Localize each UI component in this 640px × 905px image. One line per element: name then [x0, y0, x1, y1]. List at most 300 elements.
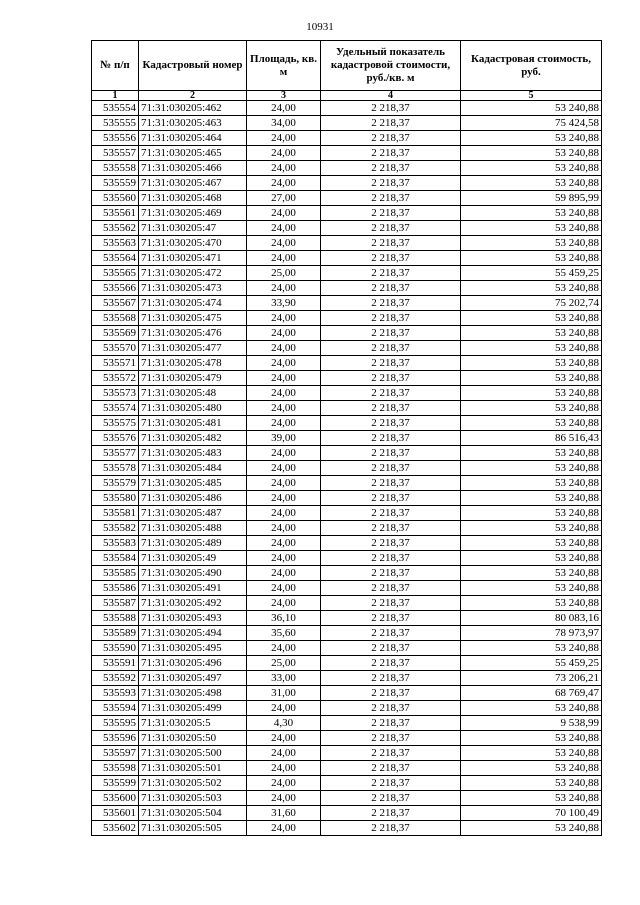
cell-cadastral-value: 53 240,88: [461, 251, 602, 266]
cell-specific-value: 2 218,37: [321, 491, 461, 506]
table-row: [92, 251, 602, 266]
table-row: [92, 386, 602, 401]
cell-cadastral-number: 71:31:030205:476: [139, 326, 247, 341]
cell-cadastral-number: 71:31:030205:490: [139, 566, 247, 581]
cell-cadastral-number: 71:31:030205:491: [139, 581, 247, 596]
cell-row-number: 535594: [92, 701, 139, 716]
cell-row-number: 535570: [92, 341, 139, 356]
cell-row-number: 535582: [92, 521, 139, 536]
cell-specific-value: 2 218,37: [321, 356, 461, 371]
table-row: [92, 821, 602, 836]
cell-specific-value: 2 218,37: [321, 101, 461, 116]
cell-row-number: 535560: [92, 191, 139, 206]
cell-cadastral-value: 53 240,88: [461, 761, 602, 776]
cell-row-number: 535562: [92, 221, 139, 236]
cell-cadastral-number: 71:31:030205:465: [139, 146, 247, 161]
cell-cadastral-value: 55 459,25: [461, 656, 602, 671]
table-header: [92, 41, 602, 101]
cell-specific-value: 2 218,37: [321, 611, 461, 626]
cell-row-number: 535598: [92, 761, 139, 776]
cell-specific-value: 2 218,37: [321, 311, 461, 326]
cell-area: 24,00: [247, 176, 321, 191]
cell-specific-value: 2 218,37: [321, 551, 461, 566]
cell-cadastral-number: 71:31:030205:462: [139, 101, 247, 116]
table-row: [92, 401, 602, 416]
cell-area: 24,00: [247, 101, 321, 116]
table-row: [92, 806, 602, 821]
table-row: [92, 101, 602, 116]
table-row: [92, 521, 602, 536]
cell-cadastral-number: 71:31:030205:471: [139, 251, 247, 266]
table-row: [92, 686, 602, 701]
cell-row-number: 535565: [92, 266, 139, 281]
cell-cadastral-number: 71:31:030205:50: [139, 731, 247, 746]
cell-cadastral-number: 71:31:030205:484: [139, 461, 247, 476]
table-row: [92, 431, 602, 446]
table-row: [92, 656, 602, 671]
cell-specific-value: 2 218,37: [321, 746, 461, 761]
cell-cadastral-value: 53 240,88: [461, 206, 602, 221]
table-row: [92, 791, 602, 806]
cell-area: 25,00: [247, 266, 321, 281]
cell-cadastral-value: 53 240,88: [461, 821, 602, 836]
cell-specific-value: 2 218,37: [321, 671, 461, 686]
cell-area: 39,00: [247, 431, 321, 446]
cell-area: 24,00: [247, 701, 321, 716]
cell-area: 24,00: [247, 731, 321, 746]
cell-specific-value: 2 218,37: [321, 761, 461, 776]
cell-specific-value: 2 218,37: [321, 566, 461, 581]
column-number: 3: [247, 91, 321, 101]
column-number: 2: [139, 91, 247, 101]
cell-cadastral-value: 53 240,88: [461, 776, 602, 791]
cell-cadastral-number: 71:31:030205:503: [139, 791, 247, 806]
cell-row-number: 535600: [92, 791, 139, 806]
cell-specific-value: 2 218,37: [321, 281, 461, 296]
cell-specific-value: 2 218,37: [321, 821, 461, 836]
cell-cadastral-number: 71:31:030205:487: [139, 506, 247, 521]
table-row: [92, 131, 602, 146]
cell-cadastral-value: 53 240,88: [461, 281, 602, 296]
cell-row-number: 535577: [92, 446, 139, 461]
table-row: [92, 476, 602, 491]
cell-row-number: 535568: [92, 311, 139, 326]
table-body: [92, 101, 602, 836]
cell-specific-value: 2 218,37: [321, 776, 461, 791]
cell-cadastral-value: 53 240,88: [461, 731, 602, 746]
table-row: [92, 116, 602, 131]
cell-specific-value: 2 218,37: [321, 641, 461, 656]
cell-row-number: 535593: [92, 686, 139, 701]
table-row: [92, 146, 602, 161]
cell-cadastral-value: 53 240,88: [461, 446, 602, 461]
cell-specific-value: 2 218,37: [321, 731, 461, 746]
cell-area: 24,00: [247, 311, 321, 326]
cell-specific-value: 2 218,37: [321, 446, 461, 461]
cell-row-number: 535581: [92, 506, 139, 521]
cell-row-number: 535572: [92, 371, 139, 386]
cell-cadastral-value: 53 240,88: [461, 311, 602, 326]
cell-row-number: 535576: [92, 431, 139, 446]
cell-row-number: 535561: [92, 206, 139, 221]
table-row: [92, 281, 602, 296]
cell-specific-value: 2 218,37: [321, 401, 461, 416]
cell-cadastral-value: 78 973,97: [461, 626, 602, 641]
cell-cadastral-number: 71:31:030205:481: [139, 416, 247, 431]
cell-specific-value: 2 218,37: [321, 191, 461, 206]
table-row: [92, 191, 602, 206]
cell-specific-value: 2 218,37: [321, 626, 461, 641]
cell-cadastral-value: 53 240,88: [461, 236, 602, 251]
cell-cadastral-value: 73 206,21: [461, 671, 602, 686]
table-row: [92, 446, 602, 461]
cell-row-number: 535587: [92, 596, 139, 611]
cell-row-number: 535578: [92, 461, 139, 476]
cell-cadastral-value: 53 240,88: [461, 326, 602, 341]
cell-area: 36,10: [247, 611, 321, 626]
cell-cadastral-value: 53 240,88: [461, 701, 602, 716]
cell-area: 33,90: [247, 296, 321, 311]
cell-cadastral-number: 71:31:030205:464: [139, 131, 247, 146]
cell-specific-value: 2 218,37: [321, 341, 461, 356]
cadastral-table: [91, 40, 602, 836]
cell-area: 24,00: [247, 791, 321, 806]
cell-specific-value: 2 218,37: [321, 161, 461, 176]
cell-area: 24,00: [247, 281, 321, 296]
table-row: [92, 716, 602, 731]
table-row: [92, 206, 602, 221]
cell-specific-value: 2 218,37: [321, 371, 461, 386]
table-row: [92, 536, 602, 551]
cell-cadastral-number: 71:31:030205:505: [139, 821, 247, 836]
cell-cadastral-value: 53 240,88: [461, 791, 602, 806]
table-row: [92, 551, 602, 566]
cell-cadastral-number: 71:31:030205:497: [139, 671, 247, 686]
cell-row-number: 535564: [92, 251, 139, 266]
table-row: [92, 326, 602, 341]
cell-area: 4,30: [247, 716, 321, 731]
cell-specific-value: 2 218,37: [321, 461, 461, 476]
cell-cadastral-value: 53 240,88: [461, 476, 602, 491]
cell-row-number: 535586: [92, 581, 139, 596]
cell-area: 24,00: [247, 236, 321, 251]
table-row: [92, 761, 602, 776]
cell-specific-value: 2 218,37: [321, 176, 461, 191]
table-row: [92, 626, 602, 641]
cell-cadastral-value: 53 240,88: [461, 356, 602, 371]
cell-specific-value: 2 218,37: [321, 656, 461, 671]
cell-cadastral-value: 53 240,88: [461, 596, 602, 611]
cell-cadastral-number: 71:31:030205:5: [139, 716, 247, 731]
cell-row-number: 535590: [92, 641, 139, 656]
cell-cadastral-number: 71:31:030205:501: [139, 761, 247, 776]
table-row: [92, 416, 602, 431]
cell-cadastral-value: 53 240,88: [461, 176, 602, 191]
cell-cadastral-number: 71:31:030205:493: [139, 611, 247, 626]
cell-cadastral-number: 71:31:030205:498: [139, 686, 247, 701]
cell-row-number: 535569: [92, 326, 139, 341]
cell-specific-value: 2 218,37: [321, 506, 461, 521]
table-row: [92, 566, 602, 581]
cell-cadastral-number: 71:31:030205:479: [139, 371, 247, 386]
cell-row-number: 535589: [92, 626, 139, 641]
cell-row-number: 535595: [92, 716, 139, 731]
cell-cadastral-number: 71:31:030205:502: [139, 776, 247, 791]
cell-row-number: 535558: [92, 161, 139, 176]
cell-row-number: 535602: [92, 821, 139, 836]
cell-specific-value: 2 218,37: [321, 791, 461, 806]
cell-specific-value: 2 218,37: [321, 116, 461, 131]
cell-cadastral-value: 53 240,88: [461, 491, 602, 506]
cell-specific-value: 2 218,37: [321, 581, 461, 596]
cell-row-number: 535591: [92, 656, 139, 671]
cell-cadastral-number: 71:31:030205:496: [139, 656, 247, 671]
cell-area: 24,00: [247, 146, 321, 161]
cell-area: 27,00: [247, 191, 321, 206]
table-row: [92, 776, 602, 791]
header-cadastral-value: Кадастровая стоимость, руб.: [461, 41, 602, 91]
cell-specific-value: 2 218,37: [321, 206, 461, 221]
cell-cadastral-number: 71:31:030205:500: [139, 746, 247, 761]
column-number: 4: [321, 91, 461, 101]
cell-cadastral-number: 71:31:030205:473: [139, 281, 247, 296]
cell-cadastral-number: 71:31:030205:495: [139, 641, 247, 656]
header-row-number: № п/п: [92, 41, 139, 91]
cell-cadastral-number: 71:31:030205:48: [139, 386, 247, 401]
cell-row-number: 535579: [92, 476, 139, 491]
cell-specific-value: 2 218,37: [321, 326, 461, 341]
cell-cadastral-value: 53 240,88: [461, 341, 602, 356]
cell-row-number: 535574: [92, 401, 139, 416]
cell-cadastral-value: 53 240,88: [461, 566, 602, 581]
cell-area: 33,00: [247, 671, 321, 686]
cell-specific-value: 2 218,37: [321, 431, 461, 446]
cell-cadastral-value: 80 083,16: [461, 611, 602, 626]
cell-cadastral-value: 55 459,25: [461, 266, 602, 281]
cell-row-number: 535575: [92, 416, 139, 431]
cell-cadastral-number: 71:31:030205:483: [139, 446, 247, 461]
cell-area: 35,60: [247, 626, 321, 641]
cell-area: 24,00: [247, 326, 321, 341]
cell-area: 24,00: [247, 461, 321, 476]
cell-cadastral-value: 53 240,88: [461, 581, 602, 596]
cell-area: 24,00: [247, 506, 321, 521]
cell-cadastral-number: 71:31:030205:470: [139, 236, 247, 251]
table-row: [92, 161, 602, 176]
cell-cadastral-value: 53 240,88: [461, 221, 602, 236]
cell-cadastral-number: 71:31:030205:463: [139, 116, 247, 131]
cell-specific-value: 2 218,37: [321, 476, 461, 491]
table-row: [92, 371, 602, 386]
cell-area: 24,00: [247, 371, 321, 386]
cell-cadastral-number: 71:31:030205:468: [139, 191, 247, 206]
column-number: 1: [92, 91, 139, 101]
header-cadastral-number: Кадастровый номер: [139, 41, 247, 91]
cell-specific-value: 2 218,37: [321, 701, 461, 716]
cell-cadastral-value: 53 240,88: [461, 386, 602, 401]
cell-area: 24,00: [247, 131, 321, 146]
cell-cadastral-value: 53 240,88: [461, 101, 602, 116]
table-row: [92, 596, 602, 611]
cell-cadastral-number: 71:31:030205:472: [139, 266, 247, 281]
cell-cadastral-value: 53 240,88: [461, 641, 602, 656]
cell-cadastral-number: 71:31:030205:482: [139, 431, 247, 446]
cell-specific-value: 2 218,37: [321, 596, 461, 611]
cell-row-number: 535588: [92, 611, 139, 626]
cell-specific-value: 2 218,37: [321, 131, 461, 146]
cell-specific-value: 2 218,37: [321, 806, 461, 821]
table-row: [92, 266, 602, 281]
cell-area: 24,00: [247, 491, 321, 506]
cell-cadastral-value: 75 424,58: [461, 116, 602, 131]
cell-row-number: 535557: [92, 146, 139, 161]
cell-row-number: 535566: [92, 281, 139, 296]
table-row: [92, 746, 602, 761]
cell-row-number: 535596: [92, 731, 139, 746]
cell-cadastral-number: 71:31:030205:47: [139, 221, 247, 236]
cell-cadastral-value: 53 240,88: [461, 521, 602, 536]
cell-cadastral-value: 68 769,47: [461, 686, 602, 701]
table-row: [92, 731, 602, 746]
table-row: [92, 341, 602, 356]
cell-cadastral-value: 53 240,88: [461, 416, 602, 431]
cell-cadastral-value: 53 240,88: [461, 536, 602, 551]
cell-row-number: 535592: [92, 671, 139, 686]
cell-area: 24,00: [247, 221, 321, 236]
cell-cadastral-value: 53 240,88: [461, 161, 602, 176]
cell-area: 24,00: [247, 251, 321, 266]
table-row: [92, 506, 602, 521]
cell-row-number: 535567: [92, 296, 139, 311]
cell-area: 24,00: [247, 746, 321, 761]
table-row: [92, 641, 602, 656]
cell-cadastral-value: 59 895,99: [461, 191, 602, 206]
cell-specific-value: 2 218,37: [321, 716, 461, 731]
table-row: [92, 491, 602, 506]
cell-row-number: 535559: [92, 176, 139, 191]
cell-specific-value: 2 218,37: [321, 266, 461, 281]
cell-specific-value: 2 218,37: [321, 221, 461, 236]
table-row: [92, 356, 602, 371]
cell-specific-value: 2 218,37: [321, 251, 461, 266]
table-row: [92, 221, 602, 236]
cell-specific-value: 2 218,37: [321, 521, 461, 536]
cell-area: 24,00: [247, 446, 321, 461]
cell-area: 31,00: [247, 686, 321, 701]
cell-specific-value: 2 218,37: [321, 536, 461, 551]
cell-area: 24,00: [247, 596, 321, 611]
cell-area: 24,00: [247, 536, 321, 551]
column-number-row: [92, 91, 602, 101]
cell-row-number: 535571: [92, 356, 139, 371]
cell-cadastral-value: 75 202,74: [461, 296, 602, 311]
cell-cadastral-number: 71:31:030205:478: [139, 356, 247, 371]
cell-cadastral-number: 71:31:030205:486: [139, 491, 247, 506]
cell-area: 24,00: [247, 821, 321, 836]
cell-cadastral-value: 53 240,88: [461, 551, 602, 566]
cell-area: 31,60: [247, 806, 321, 821]
table-row: [92, 581, 602, 596]
cell-cadastral-value: 70 100,49: [461, 806, 602, 821]
cell-row-number: 535583: [92, 536, 139, 551]
table-row: [92, 671, 602, 686]
cell-cadastral-number: 71:31:030205:477: [139, 341, 247, 356]
cell-area: 24,00: [247, 551, 321, 566]
cell-area: 24,00: [247, 776, 321, 791]
header-row: [92, 41, 602, 91]
cell-specific-value: 2 218,37: [321, 146, 461, 161]
table-row: [92, 701, 602, 716]
cell-specific-value: 2 218,37: [321, 236, 461, 251]
cell-area: 24,00: [247, 386, 321, 401]
cell-cadastral-number: 71:31:030205:492: [139, 596, 247, 611]
cell-area: 24,00: [247, 476, 321, 491]
cell-cadastral-number: 71:31:030205:467: [139, 176, 247, 191]
table-row: [92, 611, 602, 626]
cell-row-number: 535597: [92, 746, 139, 761]
cell-row-number: 535573: [92, 386, 139, 401]
cell-area: 34,00: [247, 116, 321, 131]
cell-cadastral-value: 86 516,43: [461, 431, 602, 446]
cell-cadastral-value: 9 538,99: [461, 716, 602, 731]
table-row: [92, 311, 602, 326]
cell-cadastral-number: 71:31:030205:504: [139, 806, 247, 821]
cell-specific-value: 2 218,37: [321, 416, 461, 431]
cell-area: 24,00: [247, 761, 321, 776]
cell-cadastral-number: 71:31:030205:474: [139, 296, 247, 311]
cell-row-number: 535580: [92, 491, 139, 506]
cell-cadastral-number: 71:31:030205:49: [139, 551, 247, 566]
cell-cadastral-value: 53 240,88: [461, 131, 602, 146]
cell-cadastral-value: 53 240,88: [461, 401, 602, 416]
cell-cadastral-number: 71:31:030205:489: [139, 536, 247, 551]
cell-area: 24,00: [247, 566, 321, 581]
cell-cadastral-number: 71:31:030205:485: [139, 476, 247, 491]
cell-cadastral-number: 71:31:030205:475: [139, 311, 247, 326]
cell-specific-value: 2 218,37: [321, 386, 461, 401]
cell-area: 24,00: [247, 356, 321, 371]
cell-row-number: 535563: [92, 236, 139, 251]
cell-area: 24,00: [247, 641, 321, 656]
cell-area: 24,00: [247, 581, 321, 596]
cell-row-number: 535556: [92, 131, 139, 146]
cell-area: 24,00: [247, 161, 321, 176]
cell-area: 24,00: [247, 416, 321, 431]
table-row: [92, 296, 602, 311]
cell-cadastral-value: 53 240,88: [461, 146, 602, 161]
cell-area: 24,00: [247, 521, 321, 536]
cell-cadastral-number: 71:31:030205:494: [139, 626, 247, 641]
table-row: [92, 236, 602, 251]
cell-area: 25,00: [247, 656, 321, 671]
cell-cadastral-number: 71:31:030205:488: [139, 521, 247, 536]
header-area: Площадь, кв. м: [247, 41, 321, 91]
cell-row-number: 535554: [92, 101, 139, 116]
cell-cadastral-value: 53 240,88: [461, 371, 602, 386]
header-specific-value: Удельный показатель кадастровой стоимости, руб./кв. м: [321, 41, 461, 91]
cell-specific-value: 2 218,37: [321, 686, 461, 701]
cell-specific-value: 2 218,37: [321, 296, 461, 311]
cell-cadastral-number: 71:31:030205:499: [139, 701, 247, 716]
cell-area: 24,00: [247, 341, 321, 356]
cell-row-number: 535601: [92, 806, 139, 821]
page-number: 10931: [306, 21, 334, 33]
cell-row-number: 535599: [92, 776, 139, 791]
cell-area: 24,00: [247, 206, 321, 221]
cell-row-number: 535555: [92, 116, 139, 131]
table-row: [92, 461, 602, 476]
cell-cadastral-value: 53 240,88: [461, 746, 602, 761]
